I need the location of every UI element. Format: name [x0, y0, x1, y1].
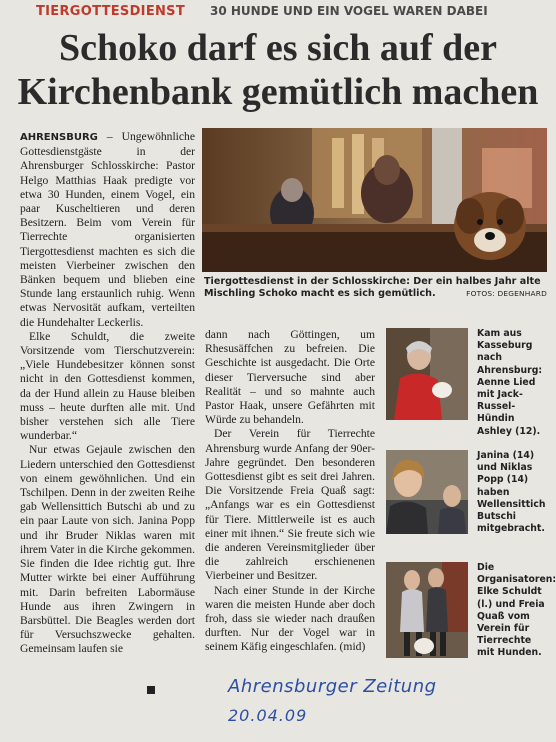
article-paragraph: dann nach Göttingen, um Rhesusäffchen zu befreien. Die Geschichte ist ausgedacht. Die Orte dieser Tierversuche sind aber Realität – und so mahnte auch Pastor Haak, unsere Gefährten mit Würde zu behandeln.	[205, 328, 375, 427]
dateline: AHRENSBURG	[20, 132, 98, 143]
woman-with-dog-photo	[386, 328, 468, 420]
main-photo-caption	[204, 276, 549, 300]
side-photo-2	[386, 450, 468, 534]
article-paragraph: Nur etwas Gejaule zwischen den Liedern unterschied den Gottesdienst von einem gewöhnlichen. Und ein Tschilpen. Denn in der zweiten Reihe gab Wellensittich Butschi ab und zu ein paar Laute von sich. Janina Popp und ihr Bruder Niklas waren mit ihrem Vater in die Kirche gekommen. Sie finden die Idee richtig gut. Ihre Mutter wirkte bei einer Aufführung mit. Darin befreiten Labormäuse Hunde aus ihren Zwingern in Barsbüttel. Die Beagles werden dort für Versuchszwecke gehalten. Gemeinsam laufen sie	[20, 443, 195, 656]
handwritten-source: Ahrensburger Zeitung	[228, 676, 437, 697]
main-photo	[202, 128, 547, 272]
church-dog-photo	[202, 128, 547, 272]
article-column-2	[205, 328, 375, 655]
section-kicker: TIERGOTTESDIENST	[36, 4, 186, 19]
side-photo-2-caption: Janina (14) und Niklas Popp (14) haben Wellensittich Butschi mitgebracht.	[477, 450, 546, 535]
article-paragraph: Der Verein für Tierrechte Ahrensburg wurde Anfang der 90er-Jahre gegründet. Den besonderen Gottesdienst gibt es seit drei Jahren. Die Vorsitzende Freia Quaß sagt: „Anfangs war es ein Gottesdienst für Tiere. Mittlerweile ist es auch einer mit ihnen.“ Sie freute sich wie die anderen Vereinsmitglieder über die zahlreich erschienenen Vierbeiner und Besitzer.	[205, 427, 375, 583]
article-paragraph: AHRENSBURG – Ungewöhnliche Gottesdienstgäste in der Ahrensburger Schlosskirche: Pastor Helgo Matthias Haak predigte vor etwa 30 Hunden, einem Vogel, ein paar Kuscheltieren und deren Besitzern. Beim vom Verein für Tierrechte organisierten Tiergottesdienst machten es sich die meisten Vierbeiner zwischen den Bänken bequem und blieben eine Stunde lang erstaunlich ruhig. Wenn etwas Nervosität aufkam, verteilten die Hundehalter Leckerlis.	[20, 130, 195, 329]
sub-kicker: 30 HUNDE UND EIN VOGEL WAREN DABEI	[210, 4, 488, 18]
organisers-with-dogs-photo	[386, 562, 468, 658]
article-paragraph: Elke Schuldt, die zweite Vorsitzende vom Tierschutzverein: „Viele Hundebesitzer können sonst nicht in den Gottesdienst kommen, da der Hund allein zu Hause bleiben muss – heute durften alle mit. Und bisher verstehen sich alle Tiere wunderbar.“	[20, 329, 195, 443]
handwritten-date: 20.04.09	[228, 706, 308, 725]
headline-line-1: Schoko darf es sich auf der	[58, 27, 498, 69]
caption-text: Tiergottesdienst in der Schlosskirche: Der ein halbes Jahr alte Mischling Schoko macht es sich gemütlich.	[204, 276, 541, 299]
article-column-1	[20, 130, 195, 657]
side-photo-3-caption: Die Organisatoren: Elke Schuldt (l.) und Freia Quaß vom Verein für Tierrechte mit Hunden.	[477, 562, 556, 659]
side-photo-1	[386, 328, 468, 420]
side-photo-1-caption: Kam aus Kasseburg nach Ahrensburg: Aenne Lied mit Jack-Russel-Hündin Ashley (12).	[477, 328, 543, 437]
headline-line-2: Kirchenbank gemütlich machen	[17, 71, 539, 113]
article-paragraph: Nach einer Stunde in der Kirche waren die meisten Hunde aber doch froh, dass sie wieder nach draußen durften. Nur der Vogel war in seinem Käfig eingeschlafen. (mid)	[205, 583, 375, 654]
side-photo-3	[386, 562, 468, 658]
photo-credit: FOTOS: DEGENHARD	[466, 289, 547, 298]
children-with-bird-photo	[386, 450, 468, 534]
square-mark	[147, 686, 155, 694]
